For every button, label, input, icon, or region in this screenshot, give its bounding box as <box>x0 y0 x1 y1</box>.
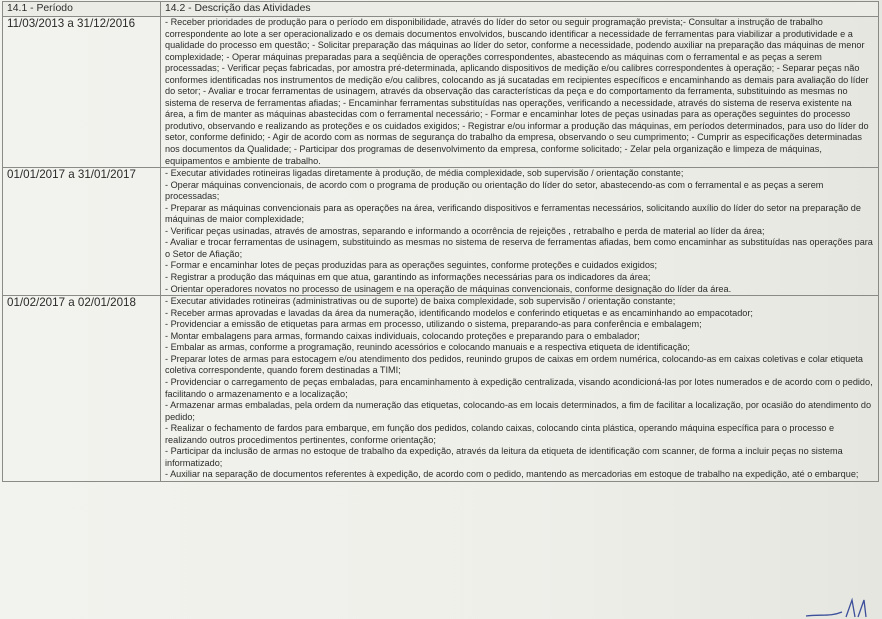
activity-line: - Orientar operadores novatos no processo de usinagem e na operação de máquinas convencionais, conforme designação do líder da área. <box>165 283 732 294</box>
period-column-header: 14.1 - Período <box>3 2 161 17</box>
table-row <box>3 168 879 296</box>
description-column-header: 14.2 - Descrição das Atividades <box>161 2 879 17</box>
activity-line: - Armazenar armas embaladas, pela ordem da numeração das etiquetas, colocando-as em locais determinados, a fim de facilitar a localização, por ocasião do atendimento do pedido; <box>165 400 872 422</box>
description-cell <box>161 17 879 168</box>
activity-line: - Receber prioridades de produção para o período em disponibilidade, através do líder do setor ou seguir programação prevista;- Consultar a instrução de trabalho correspondente ao lote a ser operacionalizado e os demais documentos envolvidos, buscando identificar a necessidade de ferramentas para viabilizar a produtividade e a qualidade do processo em questão; - Solicitar preparação das máquinas ao líder do setor, conforme a necessidade, podendo auxiliar na preparação das máquinas de menor complexidade; - Operar máquinas preparadas para a seqüência de operações correspondentes, abastecendo as máquinas com o ferramental e as peças a serem processadas; - Verificar peças fabricadas, por amostra pré-determinada, aplicando dispositivos de medição e/ou calibres correspondentes à operação; - Separar peças não conformes identificadas nos instrumentos de medição e/ou calibres, colocando as já sucatadas em recipientes específicos e encaminhando as demais para avaliação do líder do setor; - Avaliar e trocar ferramentas de usinagem, através da observação das características da peça e do comportamento da ferramenta, substituindo as mesmas no sistema de reserva de ferramentas afiadas; - Encaminhar ferramentas substituídas nas operações, verificando a necessidade, através do sistema de reserva existente na área, a fim de manter as máquinas abastecidas com o ferramental necessário; - Formar e encaminhar lotes de peças usinadas para as operações seguintes do processo produtivo, observando e realizando as proteções e os cuidados exigidos; - Registrar e/ou informar a produção das máquinas, em períodos determinados, para uso do líder do setor, conforme definido; - Agir de acordo com as normas de segurança do trabalho da empresa, observando o seu cumprimento; - Cumprir as especificações determinadas nos documentos da Qualidade; - Participar dos programas de desenvolvimento da empresa, conforme solicitado; - Zelar pela organização e limpeza de máquinas, equipamentos e ambiente de trabalho. <box>165 17 869 166</box>
activity-line: - Participar da inclusão de armas no estoque de trabalho da expedição, através da leitura da etiqueta de identificação com scanner, de forma a incluir peças no sistema informatizado; <box>165 446 843 468</box>
activity-line: - Providenciar a emissão de etiquetas para armas em processo, utilizando o sistema, preparando-as para conferência e embalagem; <box>165 319 702 330</box>
table-row <box>3 17 879 168</box>
period-cell: 11/03/2013 a 31/12/2016 <box>3 17 161 168</box>
table-row <box>3 296 879 482</box>
activity-line: - Registrar a produção das máquinas em que atua, garantindo as informações necessárias para os indicadores da área; <box>165 272 651 283</box>
table-header-row <box>3 2 879 17</box>
activity-line: - Realizar o fechamento de fardos para embarque, em função dos pedidos, colando caixas, colocando cinta plástica, operando máquina específica para o processo e realizando outros procedimentos pertinentes, conforme orientação; <box>165 423 835 445</box>
activity-line: - Receber armas aprovadas e lavadas da área da numeração, identificando modelos e conferindo etiquetas e as encaminhando ao empacotador; <box>165 307 753 318</box>
activity-line: - Operar máquinas convencionais, de acordo com o programa de produção ou orientação do líder do setor, abastecendo-as com o ferramental e as peças a serem processadas; <box>165 179 824 202</box>
period-cell: 01/02/2017 a 02/01/2018 <box>3 296 161 482</box>
activity-line: - Montar embalagens para armas, formando caixas individuais, colocando proteções e preparando para o embalador; <box>165 330 640 341</box>
period-cell: 01/01/2017 a 31/01/2017 <box>3 168 161 296</box>
description-cell <box>161 168 879 296</box>
activity-line: - Formar e encaminhar lotes de peças produzidas para as operações seguintes, conforme proteções e cuidados exigidos; <box>165 260 658 271</box>
activity-line: - Preparar lotes de armas para estocagem e/ou atendimento dos pedidos, reunindo grupos de caixas em ordem numérica, colocando-as em caixas coletivas e colar etiqueta coletiva correspondente, quando forem destinadas a TIMI; <box>165 353 863 376</box>
activity-line: - Executar atividades rotineiras ligadas diretamente à produção, de média complexidade, sob supervisão / orientação constante; <box>165 168 684 179</box>
activity-line: - Providenciar o carregamento de peças embaladas, para encaminhamento à expedição centralizada, visando acondicioná-las por lotes numerados e de acordo com o pedido, facilitando o armazenamento e a localização; <box>165 376 873 399</box>
activities-table <box>2 1 879 482</box>
activity-line: - Embalar as armas, conforme a programação, reunindo acessórios e colocando manuais e a respectiva etiqueta de identificação; <box>165 342 690 353</box>
activity-line: - Auxiliar na separação de documentos referentes à expedição, de acordo com o pedido, mantendo as mercadorias em estoque de trabalho na expedição, até o embarque; <box>165 469 859 480</box>
activity-line: - Verificar peças usinadas, através de amostras, separando e informando a ocorrência de rejeições , retrabalho e perda de material ao líder da área; <box>165 225 765 236</box>
activity-line: - Avaliar e trocar ferramentas de usinagem, substituindo as mesmas no sistema de reserva de ferramentas afiadas, bem como encaminhar as substituídas nas operações para o Setor de Afiação; <box>165 237 873 259</box>
signature-mark <box>802 597 872 619</box>
activity-line: - Preparar as máquinas convencionais para as operações na área, verificando dispositivos e ferramentas necessários, solicitando auxílio do líder do setor na preparação de máquinas de maior complexidade; <box>165 202 861 225</box>
activity-line: - Executar atividades rotineiras (administrativas ou de suporte) de baixa complexidade, sob supervisão / orientação constante; <box>165 296 676 307</box>
description-cell <box>161 296 879 482</box>
